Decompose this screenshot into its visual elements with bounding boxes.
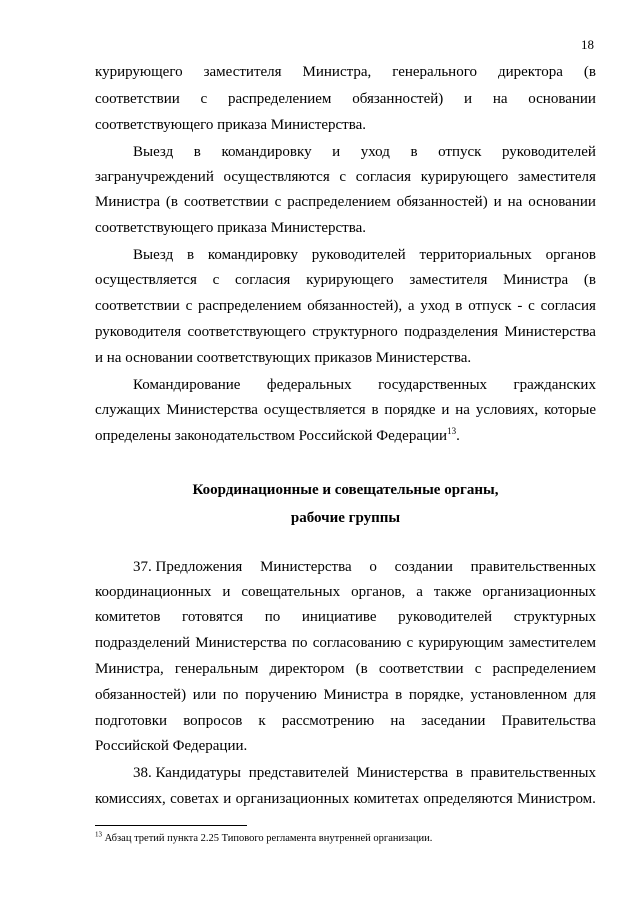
word: Министром. — [517, 791, 596, 807]
word: с — [474, 661, 482, 677]
word: директором — [269, 661, 345, 677]
word: уход — [420, 298, 450, 314]
word: подразделения — [404, 324, 499, 340]
word: определяются — [423, 791, 513, 807]
word: основании — [528, 194, 596, 210]
line-text-tail: . — [456, 428, 460, 444]
word: распределением — [492, 661, 596, 677]
word: условиях, — [475, 402, 539, 418]
word: осуществляются — [223, 169, 330, 185]
word: координационных — [95, 584, 212, 600]
word: правительственных — [470, 559, 596, 575]
line-text: определены законодательством Российской Федерации — [95, 428, 448, 444]
word: Выезд — [133, 144, 174, 160]
word: Министерства — [504, 324, 596, 340]
word: генерального — [392, 64, 477, 80]
text-line — [95, 113, 596, 137]
section-heading-line-2: рабочие группы — [290, 510, 401, 526]
word: заместителя — [203, 64, 282, 80]
footnote-separator — [95, 825, 247, 826]
word: по — [264, 609, 281, 625]
word: Министра — [503, 272, 569, 288]
word: с — [200, 91, 208, 107]
text-line — [95, 346, 596, 370]
word: Министра, — [302, 64, 372, 80]
word: в — [395, 687, 403, 703]
word: соответствии — [183, 194, 269, 210]
word: с — [406, 635, 414, 651]
page-number: 18 — [581, 37, 594, 52]
text-line — [95, 631, 596, 655]
word: соответствии — [95, 91, 180, 107]
word: соответствии — [95, 298, 180, 314]
word: руководителей — [311, 247, 406, 263]
word: территориальных — [419, 247, 532, 263]
word: организационных — [235, 791, 350, 807]
footnote — [95, 832, 596, 846]
line-text: Российской Федерации. — [95, 738, 248, 754]
text-line — [95, 734, 596, 758]
text-line — [95, 87, 596, 111]
word: и — [493, 194, 502, 210]
word: на — [492, 91, 508, 107]
word: с — [528, 298, 535, 314]
word: на — [390, 713, 406, 729]
word: Командирование — [133, 377, 241, 393]
word: Выезд — [133, 247, 174, 263]
text-line — [95, 320, 596, 344]
word: согласия — [235, 272, 291, 288]
word: создании — [394, 559, 453, 575]
word: директора — [497, 64, 563, 80]
word: руководителей — [502, 144, 596, 160]
word: (в — [355, 661, 368, 677]
line-text: соответствующего приказа Министерства. — [95, 117, 367, 133]
word: комиссиях, — [95, 791, 166, 807]
word: распределением — [227, 91, 332, 107]
word: установленном — [470, 687, 568, 703]
word: в — [193, 144, 201, 160]
word: распределением — [287, 194, 391, 210]
word: вопросов — [183, 713, 243, 729]
word: или — [192, 687, 217, 703]
word: подготовки — [95, 713, 168, 729]
section-heading-line-1: Координационные и совещательные органы, — [192, 482, 499, 498]
word: органов — [545, 247, 596, 263]
word: представителей — [248, 765, 349, 781]
text-line — [133, 555, 596, 579]
word: советах — [170, 791, 219, 807]
text-line — [95, 268, 596, 292]
word: осуществляется — [95, 272, 197, 288]
word: гражданских — [513, 377, 596, 393]
word: государственных — [378, 377, 488, 393]
word: руководителей — [398, 609, 493, 625]
text-line — [95, 60, 596, 84]
word: Министра — [323, 687, 389, 703]
word: и — [441, 402, 450, 418]
word: в — [371, 402, 379, 418]
text-line — [95, 787, 596, 811]
word: и — [223, 791, 232, 807]
word: уход — [360, 144, 390, 160]
word: (в — [583, 64, 596, 80]
word: курирующего — [420, 169, 509, 185]
text-line — [95, 398, 596, 422]
word: служащих — [95, 402, 161, 418]
word: командировку — [221, 144, 312, 160]
word: курирующего — [306, 272, 394, 288]
word: Министра, — [95, 661, 164, 677]
footnote-text: Абзац третий пункта 2.25 Типового регламента внутренней организации. — [104, 833, 433, 844]
word: комитетов — [95, 609, 161, 625]
word: а — [416, 584, 423, 600]
word: порядке — [384, 402, 436, 418]
word: распределением — [198, 298, 302, 314]
word: Министерства — [356, 765, 449, 781]
word: рассмотрению — [281, 713, 375, 729]
word: согласия — [355, 169, 412, 185]
word: обязанностей) — [352, 91, 444, 107]
word: курирующего — [95, 64, 183, 80]
word: в — [186, 247, 195, 263]
word: согласия — [540, 298, 596, 314]
word: Министра — [95, 194, 160, 210]
word: Министерства — [166, 402, 258, 418]
word: по — [291, 635, 308, 651]
word: согласованию — [312, 635, 402, 651]
word: заместителя — [409, 272, 488, 288]
word: и — [464, 91, 473, 107]
word: на — [507, 194, 523, 210]
word: органов, — [351, 584, 406, 600]
word: правительственных — [470, 765, 596, 781]
text-line — [95, 190, 596, 214]
word: отпуск — [468, 298, 512, 314]
word: обязанностей), — [307, 298, 403, 314]
word: совещательных — [241, 584, 341, 600]
word: соответствии — [378, 661, 464, 677]
footnote-reference: 13 — [447, 426, 457, 436]
word: Министерства — [195, 635, 287, 651]
word: с — [274, 194, 282, 210]
word: 37. Предложения — [133, 559, 243, 575]
word: о — [369, 559, 377, 575]
footnote-marker: 13 — [95, 830, 102, 839]
text-line — [133, 373, 596, 397]
word: федеральных — [266, 377, 352, 393]
text-line — [95, 165, 596, 189]
text-line — [95, 216, 596, 240]
word: руководителя — [95, 324, 182, 340]
word: 38. Кандидатуры — [133, 765, 241, 781]
word: в — [455, 765, 463, 781]
word: заместителя — [517, 169, 596, 185]
word: и — [222, 584, 231, 600]
word: также — [433, 584, 472, 600]
line-text: и на основании соответствующих приказов Министерства. — [95, 350, 472, 366]
word: основании — [528, 91, 596, 107]
word: структурного — [312, 324, 398, 340]
word: а — [407, 298, 415, 314]
text-line — [95, 424, 596, 448]
word: в — [410, 144, 418, 160]
word: для — [573, 687, 596, 703]
word: структурных — [513, 609, 596, 625]
word: с — [212, 272, 220, 288]
word: организационных — [482, 584, 596, 600]
word: в — [455, 298, 463, 314]
word: обязанностей) — [396, 194, 488, 210]
word: инициативе — [301, 609, 377, 625]
word: подразделений — [95, 635, 191, 651]
word: (в — [165, 194, 178, 210]
word: генеральным — [174, 661, 259, 677]
word: на — [455, 402, 470, 418]
word: командировку — [207, 247, 298, 263]
word: соответствующего — [187, 324, 306, 340]
text-line — [95, 683, 596, 707]
word: Правительства — [501, 713, 596, 729]
word: и — [332, 144, 341, 160]
word: отпуск — [438, 144, 482, 160]
word: обязанностей) — [95, 687, 187, 703]
word: - — [517, 298, 523, 314]
text-line — [95, 605, 596, 629]
word: курирующим — [418, 635, 504, 651]
word: поручению — [245, 687, 317, 703]
text-line — [133, 140, 596, 164]
word: комитетах — [353, 791, 419, 807]
text-line — [133, 243, 596, 267]
word: (в — [583, 272, 596, 288]
word: загранучреждений — [95, 169, 214, 185]
word: готовятся — [182, 609, 244, 625]
text-line — [133, 761, 596, 785]
word: с — [339, 169, 347, 185]
word: Министерства — [260, 559, 352, 575]
word: заместителем — [508, 635, 596, 651]
word: осуществляется — [263, 402, 366, 418]
word: с — [185, 298, 193, 314]
line-text: соответствующего приказа Министерства. — [95, 220, 367, 236]
word: к — [258, 713, 266, 729]
text-line — [95, 294, 596, 318]
word: порядке, — [408, 687, 464, 703]
word: которые — [544, 402, 596, 418]
word: заседании — [421, 713, 486, 729]
word: по — [222, 687, 239, 703]
text-line — [95, 657, 596, 681]
text-line — [95, 709, 596, 733]
text-line — [95, 580, 596, 604]
